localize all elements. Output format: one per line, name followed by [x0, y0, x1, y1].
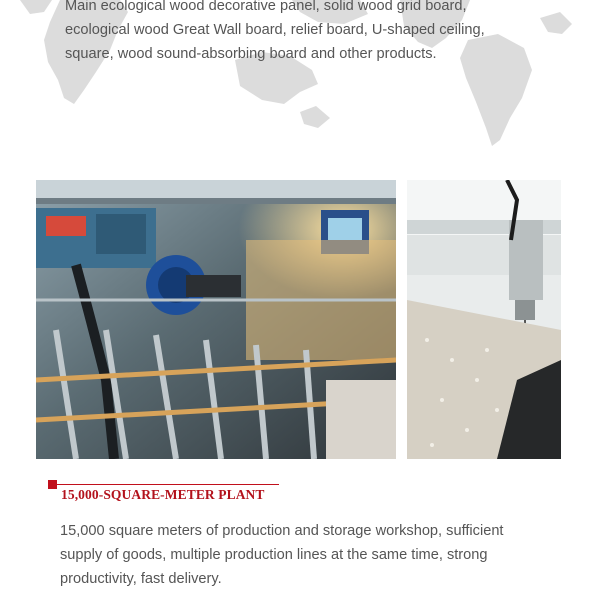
section-marker [48, 480, 57, 489]
section-divider [57, 484, 279, 485]
section-title: 15,000-SQUARE-METER PLANT [61, 487, 265, 502]
intro-paragraph: Main ecological wood decorative panel, solid wood grid board, ecological wood Great Wall board, relief board, U-shaped ceiling, square, wood sound-absorbing board and other products. [65, 0, 485, 62]
factory-production-line-image [36, 180, 396, 459]
cnc-engraving-machine-image [407, 180, 561, 459]
section-body: 15,000 square meters of production and storage workshop, sufficient supply of goods, multiple production lines at the same time, strong productivity, fast delivery. [60, 523, 504, 587]
